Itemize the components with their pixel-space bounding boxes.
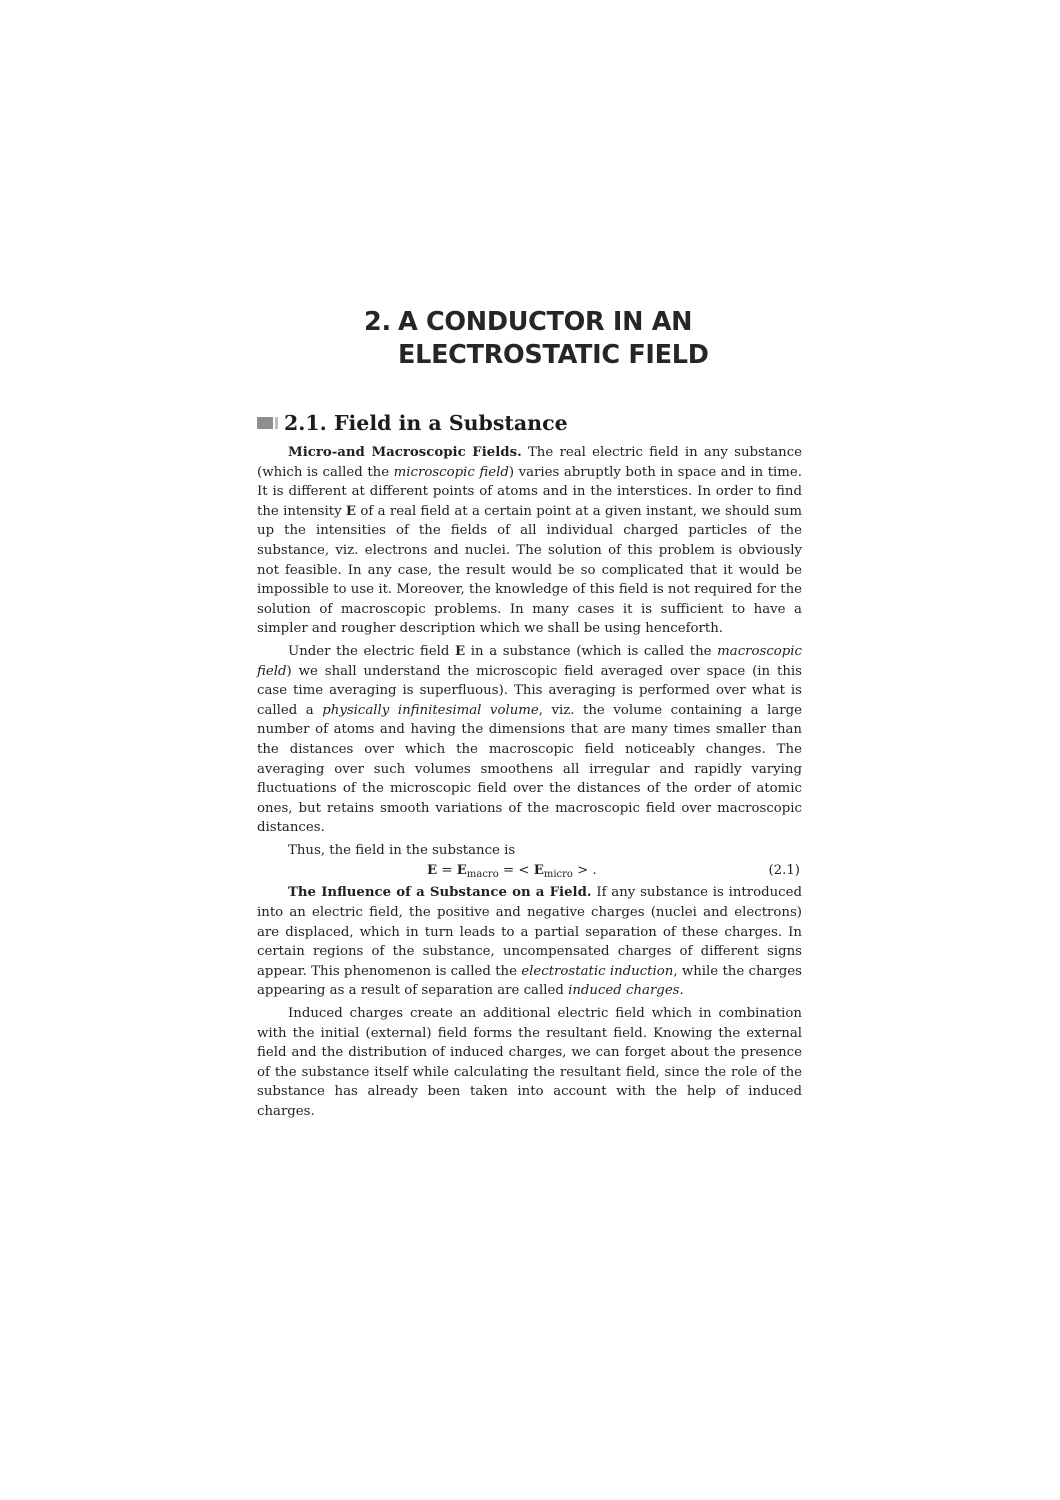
term-microscopic-field: microscopic field — [393, 464, 509, 480]
equation-symbol: E — [456, 863, 467, 879]
section-number: 2.1. — [284, 411, 327, 435]
paragraph-text: Under the electric field — [288, 643, 456, 659]
equation-operator: = < — [498, 863, 534, 879]
section-marker-icon — [257, 417, 273, 429]
term-electrostatic-induction: electrostatic induction — [521, 963, 674, 979]
term-macroscopic-field: macroscopic field — [257, 643, 802, 679]
section-marker-bar-icon — [275, 417, 278, 429]
paragraph-text: ) varies abruptly both in space and in time. It is different at different points of atoms and in the interstices. In order to find the intensity — [257, 464, 802, 519]
paragraph-text: in a substance (which is called the — [465, 643, 718, 659]
paragraph-text: The real electric field in any substance (which is called the — [257, 445, 803, 480]
paragraph-text: . — [679, 983, 684, 999]
chapter-title — [364, 306, 784, 372]
chapter-number: 2. — [364, 307, 391, 337]
term-induced-charges: induced charges — [568, 983, 680, 999]
section-heading — [257, 409, 817, 439]
paragraph-macroscopic-field — [257, 642, 802, 838]
paragraph-text: , viz. the volume containing a large number of atoms and having the dimensions that are many times smaller than the distances over which the macroscopic field noticeably changes. The averaging over such volumes smoothens all irregular and rapidly varying fluctuations of the microscopic field over the distances of the order of atomic ones, but retains smooth variations of the macroscopic field over macroscopic distances. — [257, 702, 802, 836]
equation-formula — [427, 861, 597, 885]
equation-number: (2.1) — [768, 863, 800, 879]
paragraph-influence-of-substance — [257, 883, 802, 1001]
equation-operator: = — [437, 863, 457, 879]
paragraph-induced-charges — [257, 1004, 802, 1122]
paragraph-text: Induced charges create an additional electric field which in combination with the initial (external) field forms the resultant field. Knowing the external field and the distribution of induced charges, we can forget about the presence of the substance itself while calculating the resultant field, since the role of the substance has already been taken into account with the help of induced charges. — [257, 1006, 802, 1119]
term-physically-infinitesimal-volume: physically infinitesimal volume — [322, 702, 539, 718]
symbol-e: E — [345, 503, 357, 519]
paragraph-thus — [257, 841, 802, 861]
equation-symbol: E — [533, 863, 544, 879]
paragraph-text: of a real field at a certain point at a given instant, we should sum up the intensities of the fields of all individual charged particles of the substance, viz. electrons and nuclei. The solution of this problem is obviously not feasible. In any case, the result would be so complicated that it would be impossible to use it. Moreover, the knowledge of this field is not required for the solution of macroscopic problems. In many cases it is sufficient to have a simpler and rougher description which we shall be using henceforth. — [257, 503, 802, 637]
section-title: Field in a Substance — [333, 411, 568, 435]
paragraph-text: , while the charges appearing as a result of separation are called — [257, 963, 802, 999]
paragraph-text: ) we shall understand the microscopic field averaged over space (in this case time averaging is superfluous). This averaging is performed over what is called a — [257, 663, 802, 718]
chapter-title-line-2: ELECTROSTATIC FIELD — [398, 340, 709, 370]
paragraph-lead: Micro-and Macroscopic Fields. — [288, 445, 522, 460]
equation-operator: > . — [572, 863, 597, 879]
equation-subscript: micro — [543, 869, 573, 881]
body-text — [257, 443, 802, 1122]
equation-subscript: macro — [466, 869, 499, 881]
chapter-title-line-1: A CONDUCTOR IN AN — [398, 307, 693, 337]
symbol-e: E — [455, 643, 466, 659]
paragraph-text: Thus, the field in the substance is — [288, 842, 516, 858]
paragraph-micro-macroscopic-fields — [257, 443, 802, 639]
paragraph-text: If any substance is introduced into an electric field, the positive and negative charges (nuclei and electrons) are displaced, which in turn leads to a partial separation of these charges. In certain regions of the substance, uncompensated charges of different signs appear. This phenomenon is called the — [257, 885, 803, 979]
paragraph-lead: The Influence of a Substance on a Field. — [288, 885, 592, 901]
equation-2-1 — [257, 861, 802, 883]
equation-symbol: E — [427, 863, 438, 879]
